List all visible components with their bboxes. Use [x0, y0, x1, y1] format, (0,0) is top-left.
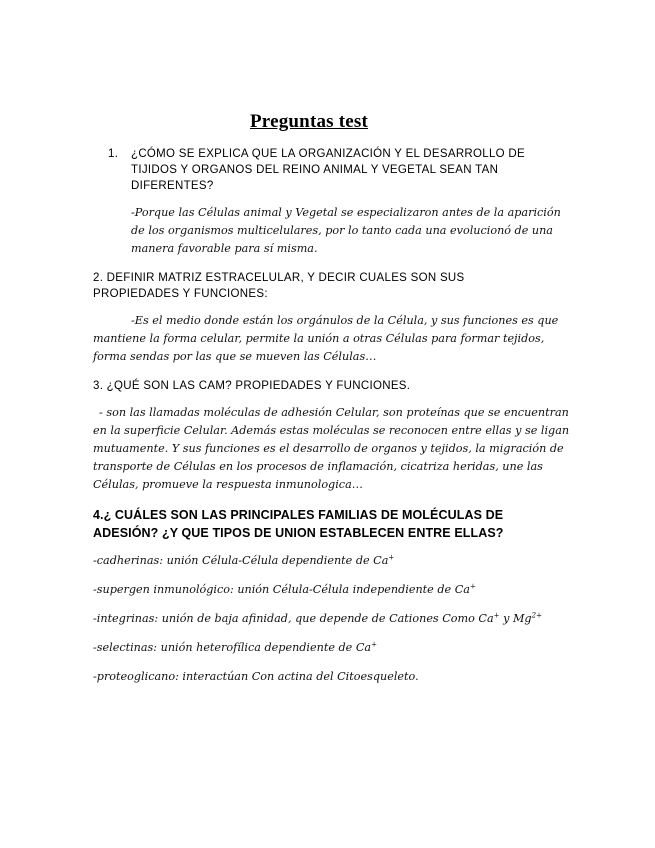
- question-4: 4.¿ CUÁLES SON LAS PRINCIPALES FAMILIAS DE MOLÉCULAS DE ADESIÓN? ¿Y QUE TIPOS DE UNION ESTABLECEN ENTRE ELLAS?: [93, 508, 504, 540]
- answer-1: -Porque las Células animal y Vegetal se especializaron antes de la aparición de los organismos multicelulares, por lo tanto cada una evolucionó de una manera favorable para sí misma.: [131, 206, 561, 255]
- superscript: +: [388, 553, 395, 562]
- list-item-text-mid: y Mg: [499, 612, 532, 625]
- superscript: +: [493, 611, 500, 620]
- superscript: +: [469, 582, 476, 591]
- list-item-cadherinas: [93, 552, 573, 570]
- list-item-selectinas: [93, 639, 573, 657]
- page-title: Preguntas test: [249, 111, 368, 132]
- list-item-proteoglicano: [93, 668, 573, 686]
- question-1: ¿CÓMO SE EXPLICA QUE LA ORGANIZACIÓN Y EL DESARROLLO DE TIJIDOS Y ORGANOS DEL REINO ANIMAL Y VEGETAL SEAN TAN DIFERENTES?: [131, 148, 525, 192]
- list-item-supergen: [93, 581, 573, 599]
- list-item-integrinas: [93, 610, 573, 628]
- list-item-text: -supergen inmunológico: unión Célula-Célula independiente de Ca: [93, 583, 470, 596]
- list-item-text: -proteoglicano: interactúan Con actina del Citoesqueleto.: [93, 670, 419, 683]
- question-1-number: 1.: [108, 148, 119, 160]
- answer-2: -Es el medio donde están los orgánulos de la Célula, y sus funciones es que mantiene la forma celular, permite la unión a otras Células para formar tejidos, forma sendas por las que se mueven las Células…: [93, 314, 559, 363]
- answer-3: - son las llamadas moléculas de adhesión Celular, son proteínas que se encuentran en la superficie Celular. Además estas moléculas se reconocen entre ellas y se ligan mutuamente. Y sus funciones es el desarrollo de organos y tejidos, la migración de transporte de Células en los procesos de inflamación, cicatriza heridas, une las Células, promueve la respuesta inmunologica…: [93, 406, 570, 491]
- list-item-text: -cadherinas: unión Célula-Célula dependiente de Ca: [93, 554, 389, 567]
- list-item-text: -selectinas: unión heterofílica dependiente de Ca: [93, 641, 372, 654]
- superscript: 2+: [531, 611, 542, 620]
- question-2: 2. DEFINIR MATRIZ ESTRACELULAR, Y DECIR CUALES SON SUS PROPIEDADES Y FUNCIONES:: [93, 272, 465, 300]
- superscript: +: [371, 640, 377, 649]
- list-item-text: -integrinas: unión de baja afinidad, que depende de Cationes Como Ca: [93, 612, 494, 625]
- question-3: 3. ¿QUÉ SON LAS CAM? PROPIEDADES Y FUNCIONES.: [93, 380, 411, 392]
